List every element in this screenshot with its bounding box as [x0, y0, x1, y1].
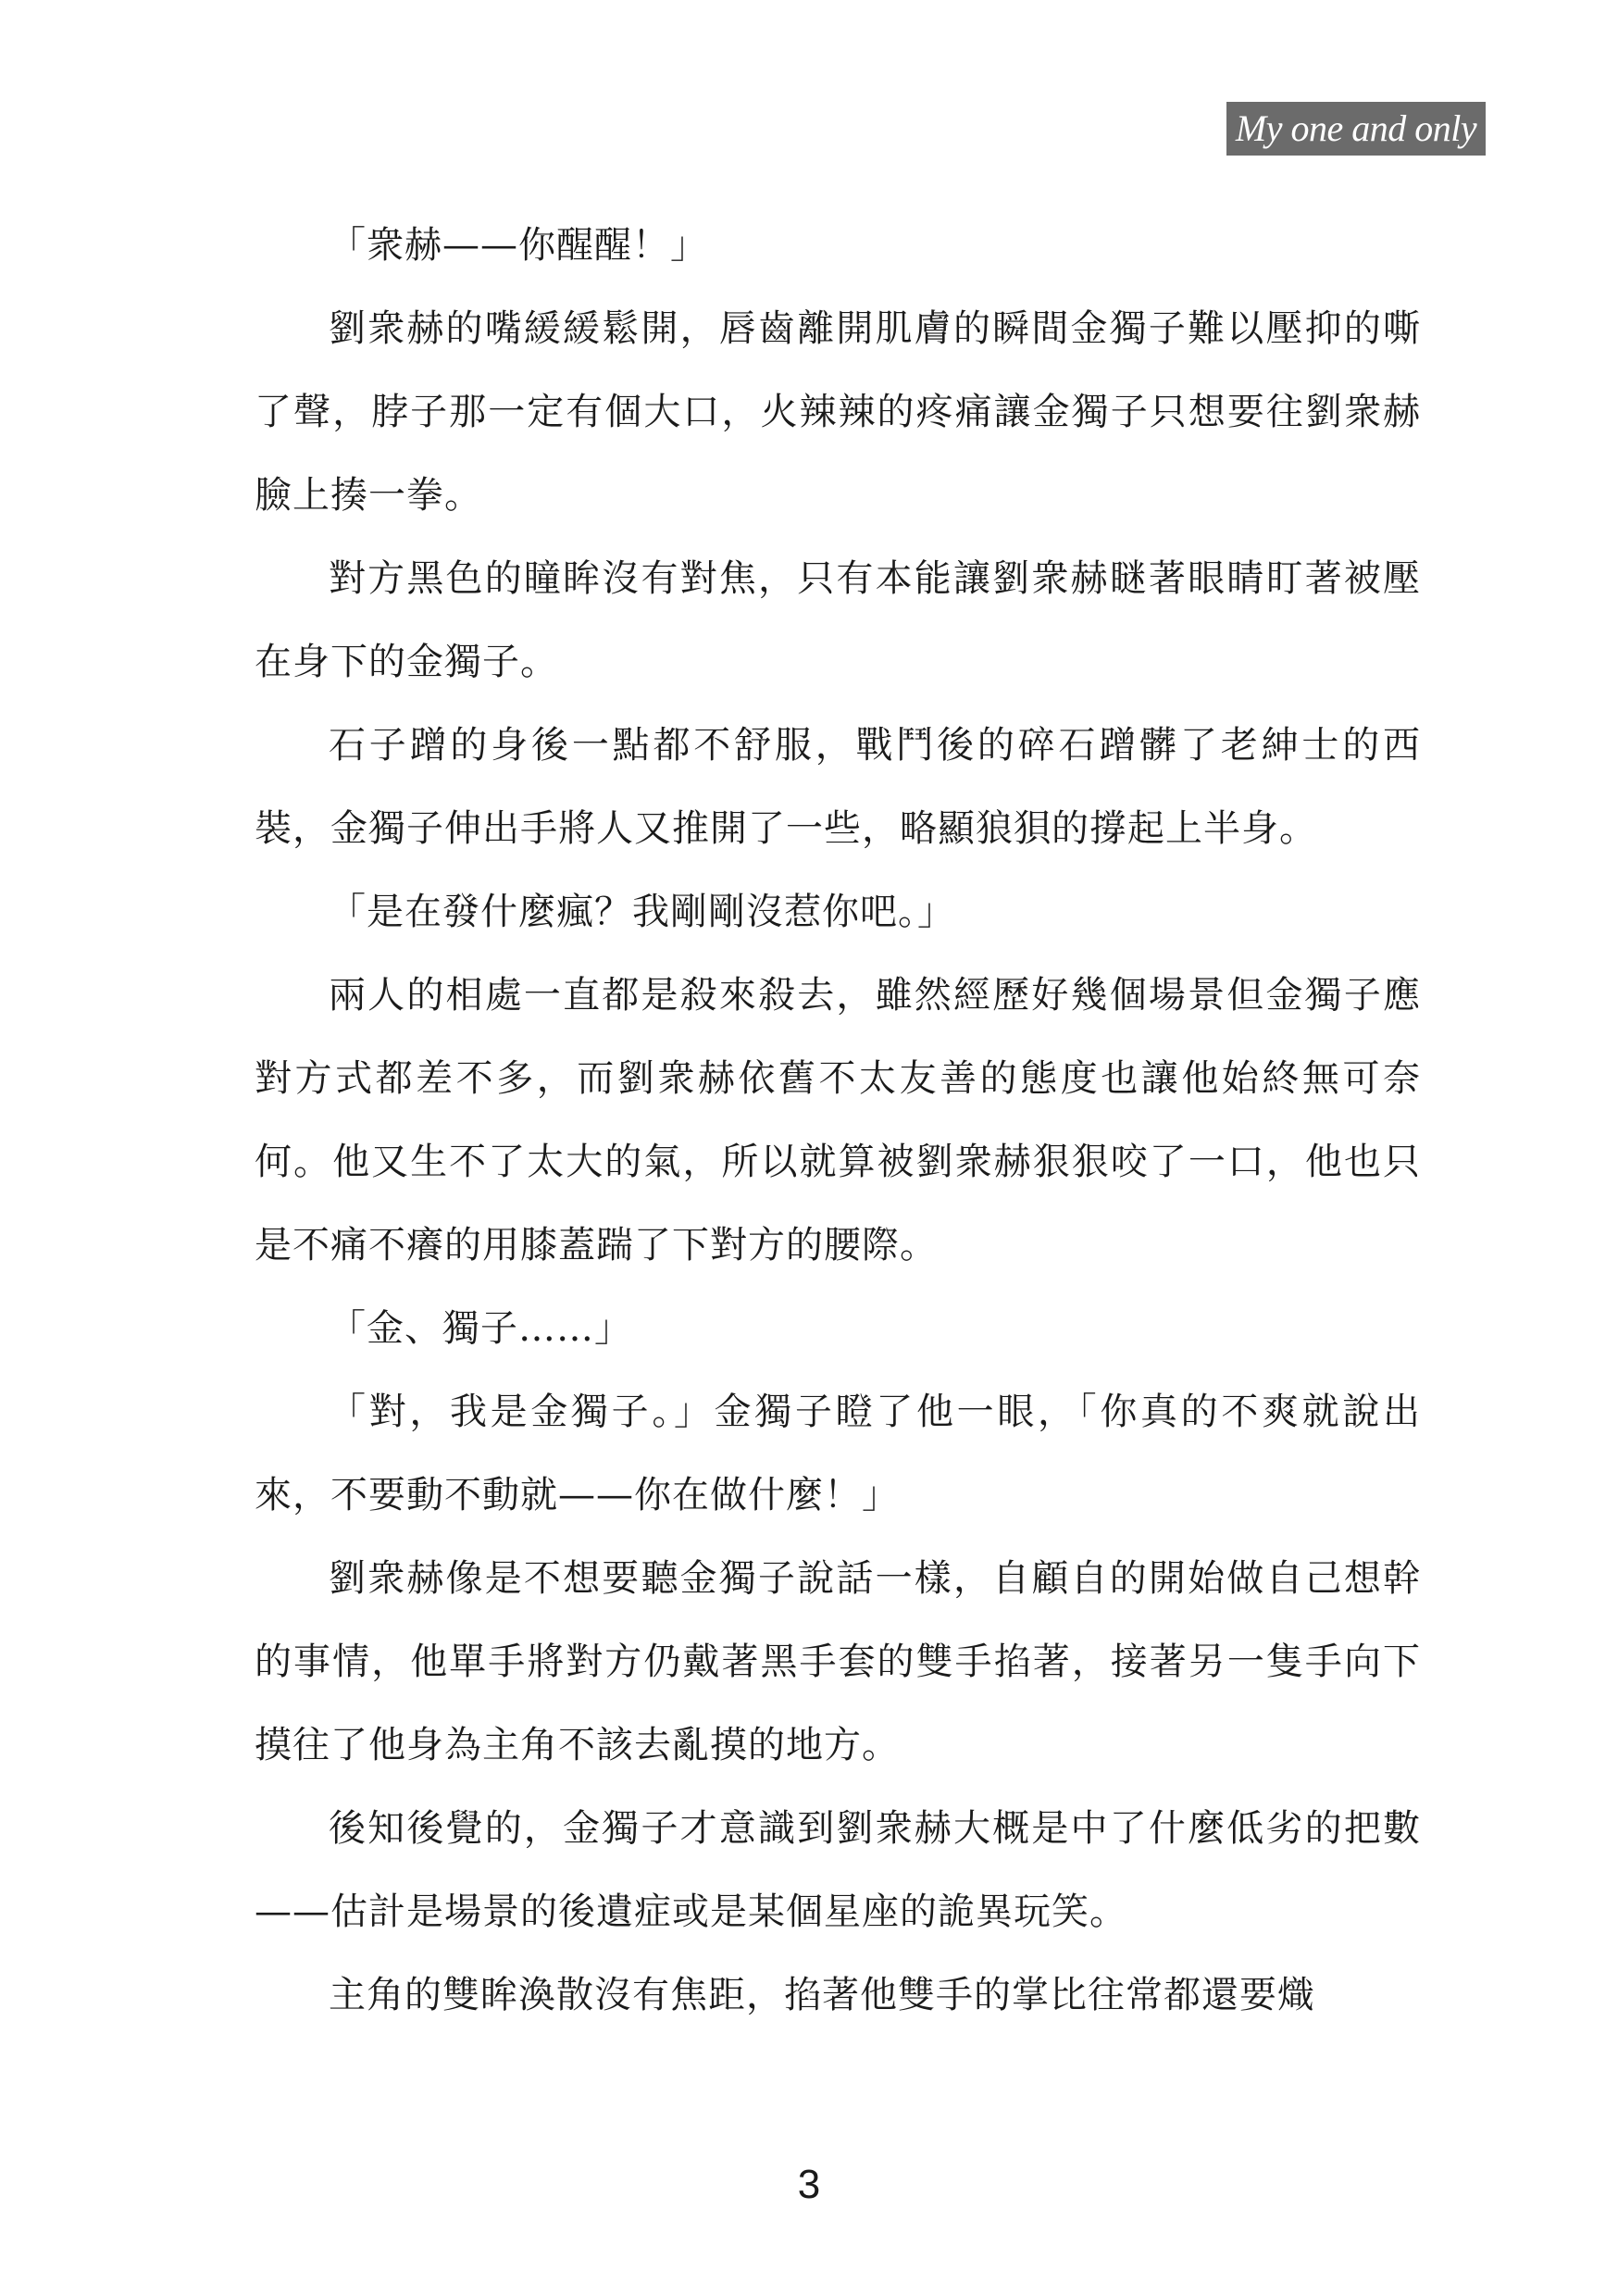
- paragraph: 對方黑色的瞳眸沒有對焦，只有本能讓劉衆赫瞇著眼睛盯著被壓在身下的金獨子。: [255, 557, 1421, 683]
- paragraph: 「是在發什麼瘋？我剛剛沒惹你吧。」: [329, 891, 955, 933]
- paragraph: 後知後覺的，金獨子才意識到劉衆赫大概是中了什麼低劣的把數——估計是場景的後遺症或是某個星座的詭異玩笑。: [255, 1807, 1421, 1933]
- body-text: [255, 204, 1421, 2037]
- paragraph: 「金、獨子……」: [329, 1307, 632, 1350]
- paragraph: 劉衆赫的嘴緩緩鬆開，唇齒離開肌膚的瞬間金獨子難以壓抑的嘶了聲，脖子那一定有個大口，火辣辣的疼痛讓金獨子只想要往劉衆赫臉上揍一拳。: [255, 307, 1421, 517]
- paragraph: 「對，我是金獨子。」金獨子瞪了他一眼，「你真的不爽就說出來，不要動不動就——你在做什麼！」: [255, 1391, 1421, 1516]
- paragraph: 兩人的相處一直都是殺來殺去，雖然經歷好幾個場景但金獨子應對方式都差不多，而劉衆赫依舊不太友善的態度也讓他始終無可奈何。他又生不了太大的氣，所以就算被劉衆赫狠狠咬了一口，他也只是不痛不癢的用膝蓋踹了下對方的腰際。: [255, 974, 1421, 1267]
- paragraph: 劉衆赫像是不想要聽金獨子說話一樣，自顧自的開始做自己想幹的事情，他單手將對方仍戴著黑手套的雙手掐著，接著另一隻手向下摸往了他身為主角不該去亂摸的地方。: [255, 1557, 1421, 1766]
- running-header-title: My one and only: [1226, 102, 1486, 156]
- paragraph: 主角的雙眸渙散沒有焦距，掐著他雙手的掌比往常都還要熾: [329, 1974, 1315, 2016]
- paragraph: 石子蹭的身後一點都不舒服，戰鬥後的碎石蹭髒了老紳士的西裝，金獨子伸出手將人又推開了一些，略顯狼狽的撐起上半身。: [255, 724, 1421, 850]
- page-number: 3: [797, 2162, 821, 2207]
- paragraph: 「衆赫——你醒醒！」: [329, 224, 708, 267]
